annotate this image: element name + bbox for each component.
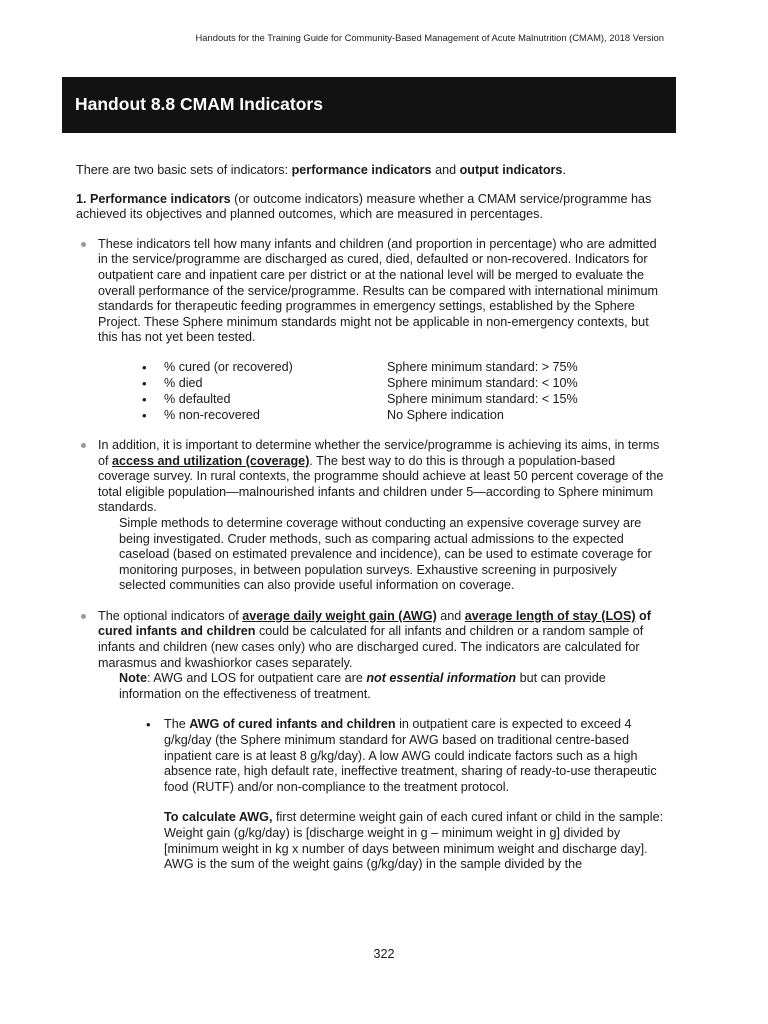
coverage-methods-paragraph: Simple methods to determine coverage without conducting an expensive coverage survey are being investigated. Cruder methods, such as comparing actual admissions to the expected caseload (based on estimated prevalence and incidence), can be used to estimate coverage for monitoring purposes, in between population surveys. Exhaustive screening in purposively selected communities can also provide useful information on coverage. [119, 515, 652, 593]
indicator-standard: Sphere minimum standard: > 75% [387, 359, 578, 374]
section-performance-indicators: 1. Performance indicators (or outcome indicators) measure whether a CMAM service/programme has achieved its objectives and planned outcomes, which are measured in percentages. [76, 191, 652, 222]
note-label: Note [119, 671, 147, 686]
awg-bullet [146, 717, 666, 872]
awg-term: average daily weight gain (AWG) [242, 608, 437, 623]
bullet-dot-icon: • [142, 375, 147, 391]
handout-title-bar [62, 77, 676, 133]
intro-term-output: output indicators [459, 163, 563, 177]
bullet-dot-icon: • [142, 391, 147, 407]
indicator-row [142, 408, 578, 424]
bullet-dot-icon: • [146, 717, 151, 733]
indicator-row [142, 376, 578, 392]
bullet-dot-icon [81, 614, 86, 619]
section-heading: 1. Performance indicators [76, 191, 231, 206]
intro-term-performance: performance indicators [291, 163, 432, 177]
awg-calculation-paragraph: To calculate AWG, first determine weight gain of each cured infant or child in the sample: Weight gain (g/kg/day) is [discharge weight in g – minimum weight in g] divided by [minimum weight in kg x number of days between minimum weight and discharge day]. AWG is the sum of the weight gains (g/kg/day) in the sample divided by the [164, 810, 664, 872]
coverage-term: access and utilization (coverage) [112, 453, 310, 468]
document-body [76, 163, 666, 873]
bullet-dot-icon: • [142, 359, 147, 375]
bullet-optional-indicators: The optional indicators of average daily weight gain (AWG) and average length of stay (LOS) of cured infants and children could be calculated for all infants and children or a random sample of infants and children (new cases only) who are discharged cured. The indicators are calculated for marasmus and kwashiorkor cases separately. [98, 609, 666, 671]
indicator-name: % cured (or recovered) [164, 359, 293, 374]
running-header: Handouts for the Training Guide for Community-Based Management of Acute Malnutrition (CMAM), 2018 Version [195, 32, 664, 43]
awg-paragraph: The AWG of cured infants and children in outpatient care is expected to exceed 4 g/kg/day (the Sphere minimum standard for AWG based on traditional centre-based inpatient care is at least 8 g/kg/day). A low AWG could indicate factors such as a high absence rate, high default rate, ineffective treatment, sharing of ready-to-use therapeutic food (RUTF) and/or non-compliance to the treatment protocol. [164, 717, 657, 794]
page-number: 322 [373, 947, 395, 961]
bullet-dot-icon [81, 242, 86, 247]
los-term: average length of stay (LOS) [464, 608, 636, 623]
indicator-standards-table [142, 360, 578, 424]
page-title: Handout 8.8 CMAM Indicators [75, 94, 323, 115]
indicator-standard: Sphere minimum standard: < 15% [387, 391, 578, 406]
indicator-row [142, 360, 578, 376]
bullet-dot-icon [81, 443, 86, 448]
bullet-coverage: In addition, it is important to determine whether the service/programme is achieving its aims, in terms of access and utilization (coverage). The best way to do this is through a population-based coverage survey. In rural contexts, the programme should achieve at least 50 percent coverage of the total eligible population—malnourished infants and children under 5—according to Sphere minimum standards. [98, 438, 666, 516]
bullet-dot-icon: • [142, 407, 147, 423]
indicator-row [142, 392, 578, 408]
indicator-standard: Sphere minimum standard: < 10% [387, 375, 578, 390]
intro-paragraph: There are two basic sets of indicators: performance indicators and output indicators. [76, 163, 566, 177]
indicator-name: % non-recovered [164, 407, 260, 422]
note-paragraph: Note: AWG and LOS for outpatient care are not essential information but can provide information on the effectiveness of treatment. [119, 671, 606, 701]
indicator-standard: No Sphere indication [387, 407, 504, 422]
indicator-name: % died [164, 375, 203, 390]
indicator-name: % defaulted [164, 391, 231, 406]
note-emphasis: not essential information [366, 671, 517, 686]
bullet-performance-overview: These indicators tell how many infants and children (and proportion in percentage) who are admitted in the service/programme are discharged as cured, died, defaulted or non-recovered. Indicators for outpatient care and inpatient care per district or at the national level will be merged to evaluate the overall performance of the service/programme. Results can be compared with international minimum standards for therapeutic feeding programmes in emergency settings, established by the Sphere Project. These Sphere minimum standards might not be applicable in non-emergency contexts, but this has not yet been tested. [98, 237, 666, 346]
